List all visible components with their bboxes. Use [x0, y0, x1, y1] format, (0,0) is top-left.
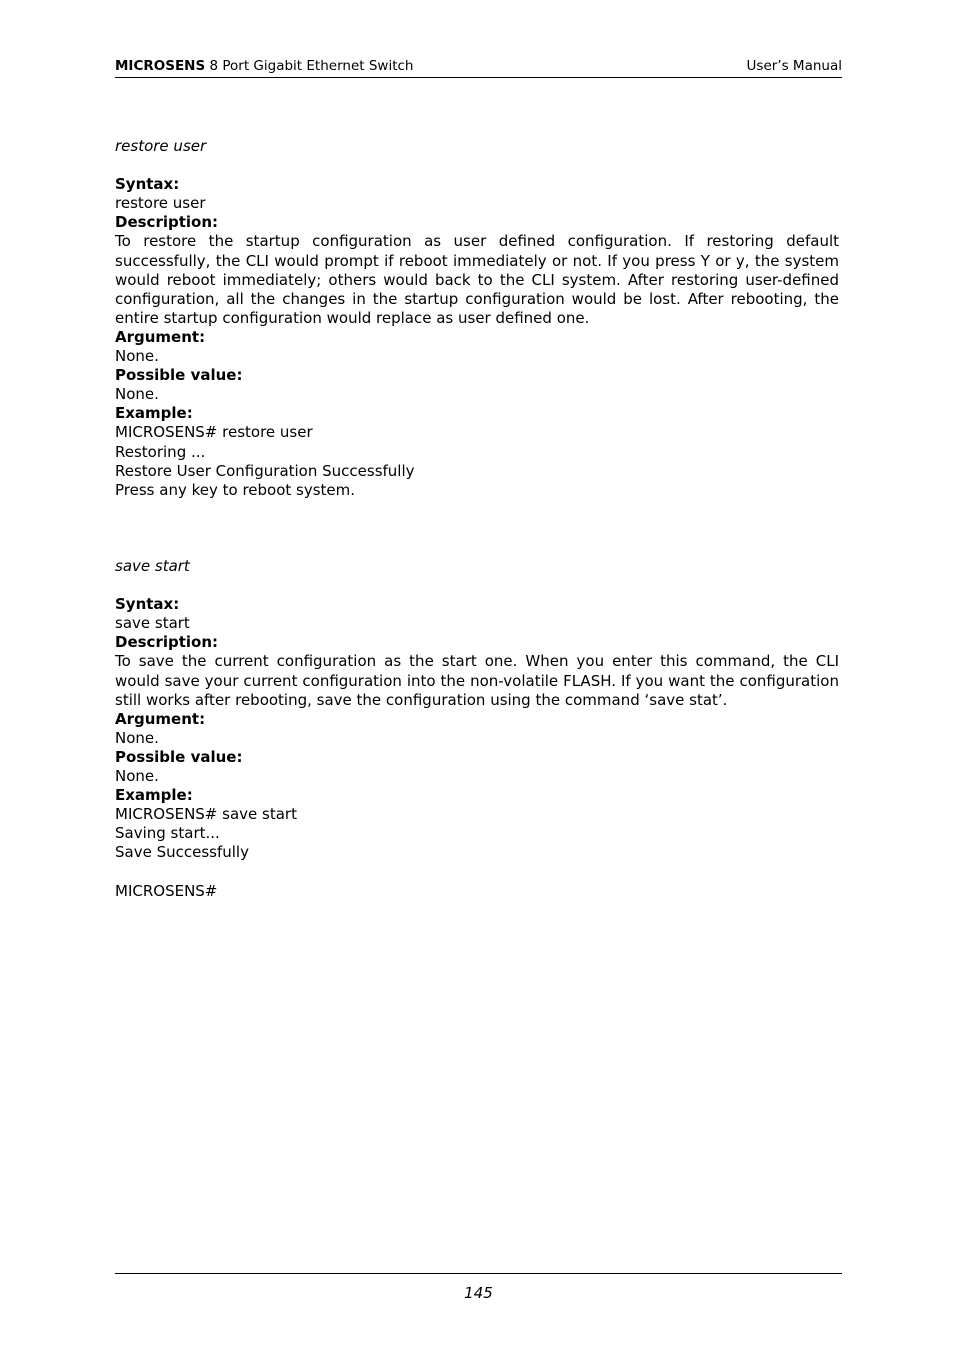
argument-label: Argument: — [115, 709, 206, 728]
header-manual-label: User’s Manual — [746, 58, 842, 74]
footer-divider — [115, 1273, 842, 1274]
example-line: MICROSENS# save start — [115, 805, 297, 824]
header-title — [115, 58, 413, 74]
section-restore-user — [115, 137, 839, 500]
possible-value-label: Possible value: — [115, 366, 243, 385]
description-text: To restore the startup configuration as user defined configuration. If restoring default successfully, the CLI would prompt if reboot immediately or not. If you press Y or y, the system would reboot immediately; others would back to the CLI system. After restoring user-defined configuration, all the changes in the startup configuration would be lost. After rebooting, the entire startup configuration would replace as user defined one. — [115, 232, 839, 327]
command-title: save start — [115, 557, 190, 575]
page-header — [115, 57, 842, 78]
argument-label: Argument: — [115, 327, 206, 346]
example-line: Restoring ... — [115, 442, 206, 461]
syntax-label: Syntax: — [115, 595, 180, 614]
example-line: Saving start... — [115, 824, 220, 843]
syntax-text: save start — [115, 614, 190, 633]
header-product: 8 Port Gigabit Ethernet Switch — [205, 58, 414, 74]
possible-value-label: Possible value: — [115, 747, 243, 766]
section-save-start — [115, 557, 839, 901]
description-label: Description: — [115, 213, 219, 232]
syntax-text: restore user — [115, 194, 206, 213]
example-label: Example: — [115, 786, 193, 805]
argument-text: None. — [115, 728, 159, 747]
header-brand: MICROSENS — [115, 58, 206, 74]
example-line: Press any key to reboot system. — [115, 480, 356, 499]
possible-value-text: None. — [115, 385, 159, 404]
example-line — [115, 863, 839, 882]
example-label: Example: — [115, 404, 193, 423]
possible-value-text: None. — [115, 767, 159, 786]
example-line: Save Successfully — [115, 843, 249, 862]
example-line: Restore User Configuration Successfully — [115, 461, 415, 480]
argument-text: None. — [115, 347, 159, 366]
description-text: To save the current configuration as the start one. When you enter this command, the CLI would save your current configuration into the non-volatile FLASH. If you want the configuration still works after rebooting, save the configuration using the command ‘save stat’. — [115, 652, 839, 709]
page-number: 145 — [464, 1284, 493, 1302]
command-title: restore user — [115, 137, 207, 155]
example-line: MICROSENS# — [115, 881, 218, 900]
syntax-label: Syntax: — [115, 175, 180, 194]
description-label: Description: — [115, 633, 219, 652]
example-line: MICROSENS# restore user — [115, 423, 313, 442]
